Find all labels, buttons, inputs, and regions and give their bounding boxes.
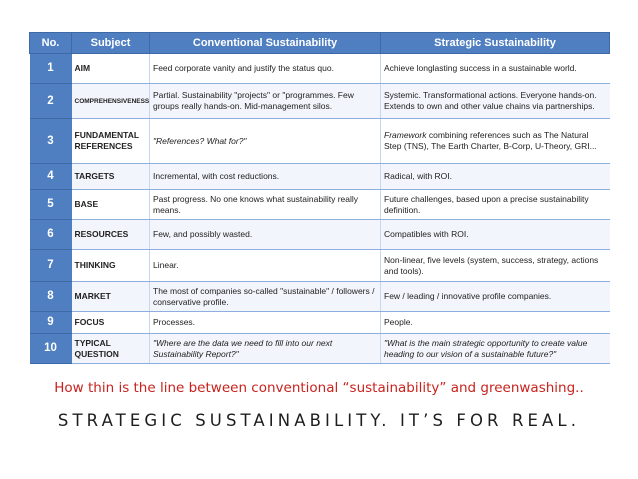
- row-conventional: The most of companies so-called "sustainable" / followers / conservative profile.: [150, 282, 381, 312]
- table-row: [30, 312, 610, 334]
- table-row: [30, 220, 610, 250]
- row-subject: RESOURCES: [72, 220, 150, 250]
- row-number: 9: [30, 312, 72, 334]
- row-conventional: "References? What for?": [150, 119, 381, 164]
- row-strategic: Few / leading / innovative profile companies.: [381, 282, 610, 312]
- row-conventional: "Where are the data we need to fill into our next Sustainability Report?": [150, 334, 381, 364]
- caption-text: How thin is the line between conventional “sustainability” and greenwashing..: [54, 380, 584, 396]
- table-row: [30, 84, 610, 119]
- row-subject: MARKET: [72, 282, 150, 312]
- row-conventional: Past progress. No one knows what sustainability really means.: [150, 190, 381, 220]
- row-strategic: Radical, with ROI.: [381, 164, 610, 190]
- row-conventional: Partial. Sustainability "projects" or "programmes. Few groups really hands-on. Mid-management silos.: [150, 84, 381, 119]
- row-strategic-text: combining references such as The Natural Step (TNS), The Earth Charter, B-Corp, U-Theory, GRI...: [384, 130, 597, 151]
- row-subject: FUNDAMENTAL REFERENCES: [72, 119, 150, 164]
- row-strategic: "What is the main strategic opportunity to create value heading to our vision of a sustainable future?": [381, 334, 610, 364]
- header-subject: Subject: [72, 33, 150, 54]
- table-header-row: [30, 33, 610, 54]
- row-conventional: Processes.: [150, 312, 381, 334]
- row-number: 5: [30, 190, 72, 220]
- row-number: 3: [30, 119, 72, 164]
- row-number: 4: [30, 164, 72, 190]
- table-row: [30, 164, 610, 190]
- row-subject: COMPREHENSIVENESS: [72, 84, 150, 119]
- row-subject: TYPICAL QUESTION: [72, 334, 150, 364]
- table-row: [30, 190, 610, 220]
- table-row: [30, 334, 610, 364]
- table-row: [30, 250, 610, 282]
- framework-emphasis: Framework: [384, 130, 427, 140]
- row-conventional: Linear.: [150, 250, 381, 282]
- row-conventional: Feed corporate vanity and justify the status quo.: [150, 54, 381, 84]
- row-subject: TARGETS: [72, 164, 150, 190]
- row-subject: AIM: [72, 54, 150, 84]
- table-row: [30, 54, 610, 84]
- header-no: No.: [30, 33, 72, 54]
- row-number: 7: [30, 250, 72, 282]
- header-strategic: Strategic Sustainability: [381, 33, 610, 54]
- row-strategic: Future challenges, based upon a precise sustainability definition.: [381, 190, 610, 220]
- row-number: 2: [30, 84, 72, 119]
- row-number: 6: [30, 220, 72, 250]
- row-number: 1: [30, 54, 72, 84]
- row-strategic: People.: [381, 312, 610, 334]
- tagline-text: STRATEGIC SUSTAINABILITY. IT’S FOR REAL.: [57, 411, 581, 430]
- row-strategic: Achieve longlasting success in a sustainable world.: [381, 54, 610, 84]
- row-strategic: [381, 119, 610, 164]
- comparison-table: [29, 32, 610, 364]
- row-subject: BASE: [72, 190, 150, 220]
- header-conventional: Conventional Sustainability: [150, 33, 381, 54]
- row-strategic: Compatibles with ROI.: [381, 220, 610, 250]
- row-strategic: Non-linear, five levels (system, success, strategy, actions and tools).: [381, 250, 610, 282]
- row-number: 8: [30, 282, 72, 312]
- row-conventional: Few, and possibly wasted.: [150, 220, 381, 250]
- row-number: 10: [30, 334, 72, 364]
- row-subject: THINKING: [72, 250, 150, 282]
- comparison-table-container: [29, 32, 609, 364]
- row-conventional: Incremental, with cost reductions.: [150, 164, 381, 190]
- row-strategic: Systemic. Transformational actions. Everyone hands-on. Extends to own and other value chains via partnerships.: [381, 84, 610, 119]
- table-row: [30, 119, 610, 164]
- table-row: [30, 282, 610, 312]
- row-subject: FOCUS: [72, 312, 150, 334]
